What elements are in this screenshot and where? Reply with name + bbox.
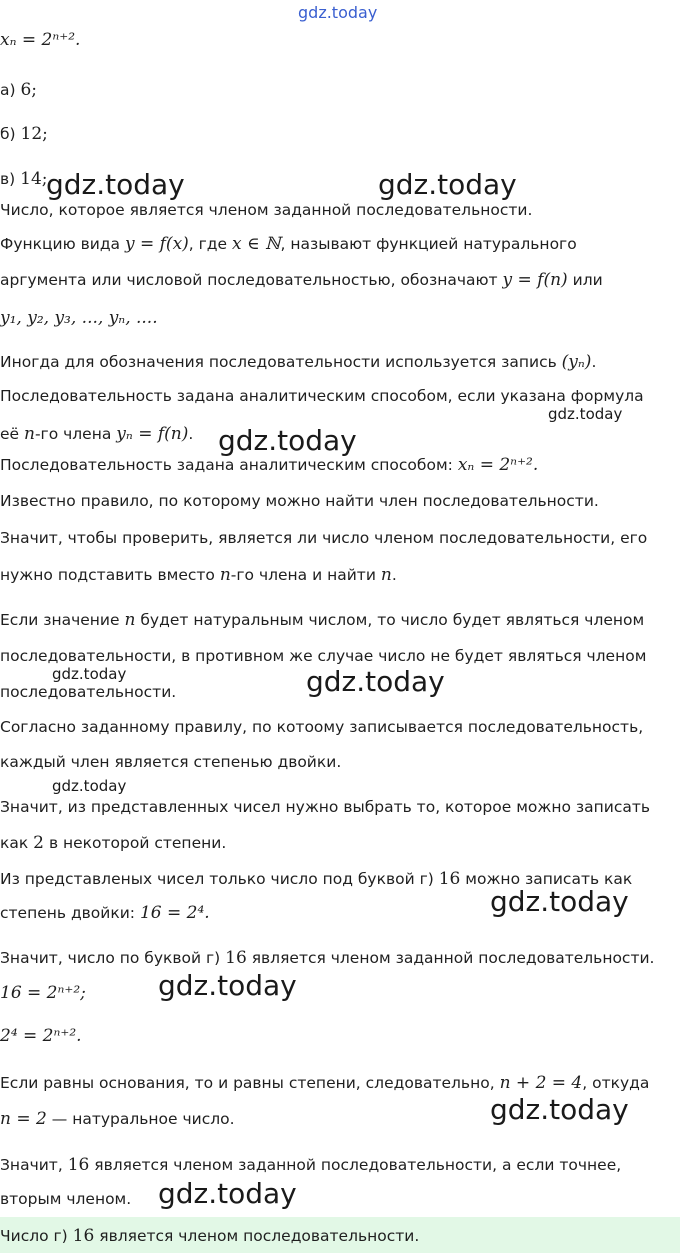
paragraph-line: вторым членом. <box>0 1190 132 1208</box>
formula: xₙ = 2ⁿ⁺². <box>457 455 539 475</box>
option-a-label: а) <box>0 81 16 99</box>
text: Если значение <box>0 611 120 629</box>
text: Число г) <box>0 1227 68 1245</box>
watermark: gdz.today <box>490 1093 629 1126</box>
text: . <box>391 566 397 584</box>
formula: x ∈ ℕ <box>232 234 281 254</box>
paragraph-line <box>0 270 603 290</box>
text: является членом заданной последовательности. <box>251 949 655 967</box>
formula: n + 2 = 4 <box>499 1073 583 1093</box>
text: степень двойки: <box>0 904 136 922</box>
answer-box <box>0 1217 680 1253</box>
text: или <box>572 271 603 289</box>
text: Из представленых чисел только число под буквой г) <box>0 870 434 888</box>
text: Иногда для обозначения последовательности используется запись <box>0 353 557 371</box>
formula: y = f(n) <box>502 270 568 290</box>
formula: 16 <box>225 948 247 968</box>
equation-line: 16 = 2ⁿ⁺²; <box>0 983 86 1003</box>
paragraph-line: Известно правило, по которому можно найти член последовательности. <box>0 492 599 510</box>
option-a-value: 6; <box>20 80 38 100</box>
text: можно записать как <box>465 870 633 888</box>
paragraph-line <box>0 455 538 475</box>
text: , называют функцией натурального <box>280 235 577 253</box>
text: . <box>591 353 597 371</box>
watermark: gdz.today <box>306 665 445 698</box>
text: её <box>0 425 20 443</box>
formula: n <box>24 424 35 444</box>
watermark: gdz.today <box>490 885 629 918</box>
paragraph-line <box>0 424 193 444</box>
paragraph-line: Значит, чтобы проверить, является ли число членом последовательности, его <box>0 529 648 547</box>
text: Значит, <box>0 1156 63 1174</box>
paragraph-line <box>0 1109 235 1129</box>
paragraph-line: каждый член является степенью двойки. <box>0 753 342 771</box>
option-c-value: 14; <box>20 169 48 189</box>
paragraph-line: Согласно заданному правилу, по котоому записывается последовательность, <box>0 718 644 736</box>
paragraph-line <box>0 903 210 923</box>
paragraph-line <box>0 948 654 968</box>
text: Если равны основания, то и равны степени, следовательно, <box>0 1074 495 1092</box>
answer-text <box>0 1226 419 1246</box>
text: , где <box>188 235 228 253</box>
sequence-notation: y₁, y₂, y₃, ..., yₙ, .... <box>0 308 158 328</box>
formula: 16 = 2⁴. <box>139 903 210 923</box>
paragraph-line <box>0 610 644 630</box>
text: как <box>0 834 29 852</box>
formula: 16 <box>67 1155 90 1175</box>
option-c-label: в) <box>0 170 16 188</box>
formula: (yₙ) <box>561 352 592 372</box>
formula: n <box>219 565 231 585</box>
text: -го члена и найти <box>230 566 376 584</box>
task-statement: Число, которое является членом заданной последовательности. <box>0 201 533 219</box>
text: нужно подставить вместо <box>0 566 215 584</box>
paragraph-line <box>0 352 596 372</box>
text: аргумента или числовой последовательностью, обозначают <box>0 271 498 289</box>
watermark: gdz.today <box>548 405 623 423</box>
watermark: gdz.today <box>46 168 185 201</box>
watermark: gdz.today <box>158 1177 297 1210</box>
formula: y = f(x) <box>124 234 189 254</box>
watermark: gdz.today <box>52 665 127 683</box>
text: , откуда <box>582 1074 650 1092</box>
text: Последовательность задана аналитическим способом: <box>0 456 453 474</box>
paragraph-line <box>0 234 577 254</box>
text: Значит, число по буквой г) <box>0 949 221 967</box>
formula: n <box>380 565 392 585</box>
formula: 16 <box>72 1226 95 1246</box>
paragraph-line: Последовательность задана аналитическим способом, если указана формула <box>0 387 644 405</box>
paragraph-line <box>0 1155 621 1175</box>
paragraph-line: Значит, из представленных чисел нужно выбрать то, которое можно записать <box>0 798 651 816</box>
formula: 16 <box>438 869 461 889</box>
text: -го члена <box>34 425 112 443</box>
text: . <box>188 425 194 443</box>
option-c <box>0 169 47 189</box>
formula: 2 <box>33 833 44 853</box>
option-b <box>0 124 48 144</box>
option-b-value: 12; <box>20 124 48 144</box>
equation-line: 2⁴ = 2ⁿ⁺². <box>0 1026 82 1046</box>
option-b-label: б) <box>0 125 16 143</box>
paragraph-line: последовательности. <box>0 683 177 701</box>
formula: n = 2 <box>0 1109 47 1129</box>
paragraph-line <box>0 833 226 853</box>
text: — натуральное число. <box>51 1110 235 1128</box>
paragraph-line <box>0 565 397 585</box>
option-a <box>0 80 37 100</box>
watermark: gdz.today <box>52 777 127 795</box>
formula: n <box>124 610 136 630</box>
paragraph-line <box>0 1073 649 1093</box>
text: в некоторой степени. <box>48 834 227 852</box>
watermark-top: gdz.today <box>298 3 378 22</box>
watermark: gdz.today <box>378 168 517 201</box>
paragraph-line: последовательности, в противном же случае число не будет являться членом <box>0 647 647 665</box>
text: является членом заданной последовательности, а если точнее, <box>94 1156 622 1174</box>
formula: yₙ = f(n) <box>116 424 189 444</box>
formula-xn: xₙ = 2ⁿ⁺². <box>0 30 81 50</box>
watermark: gdz.today <box>218 424 357 457</box>
watermark: gdz.today <box>158 969 297 1002</box>
text: является членом последовательности. <box>99 1227 420 1245</box>
text: будет натуральным числом, то число будет являться членом <box>140 611 645 629</box>
text: Функцию вида <box>0 235 121 253</box>
